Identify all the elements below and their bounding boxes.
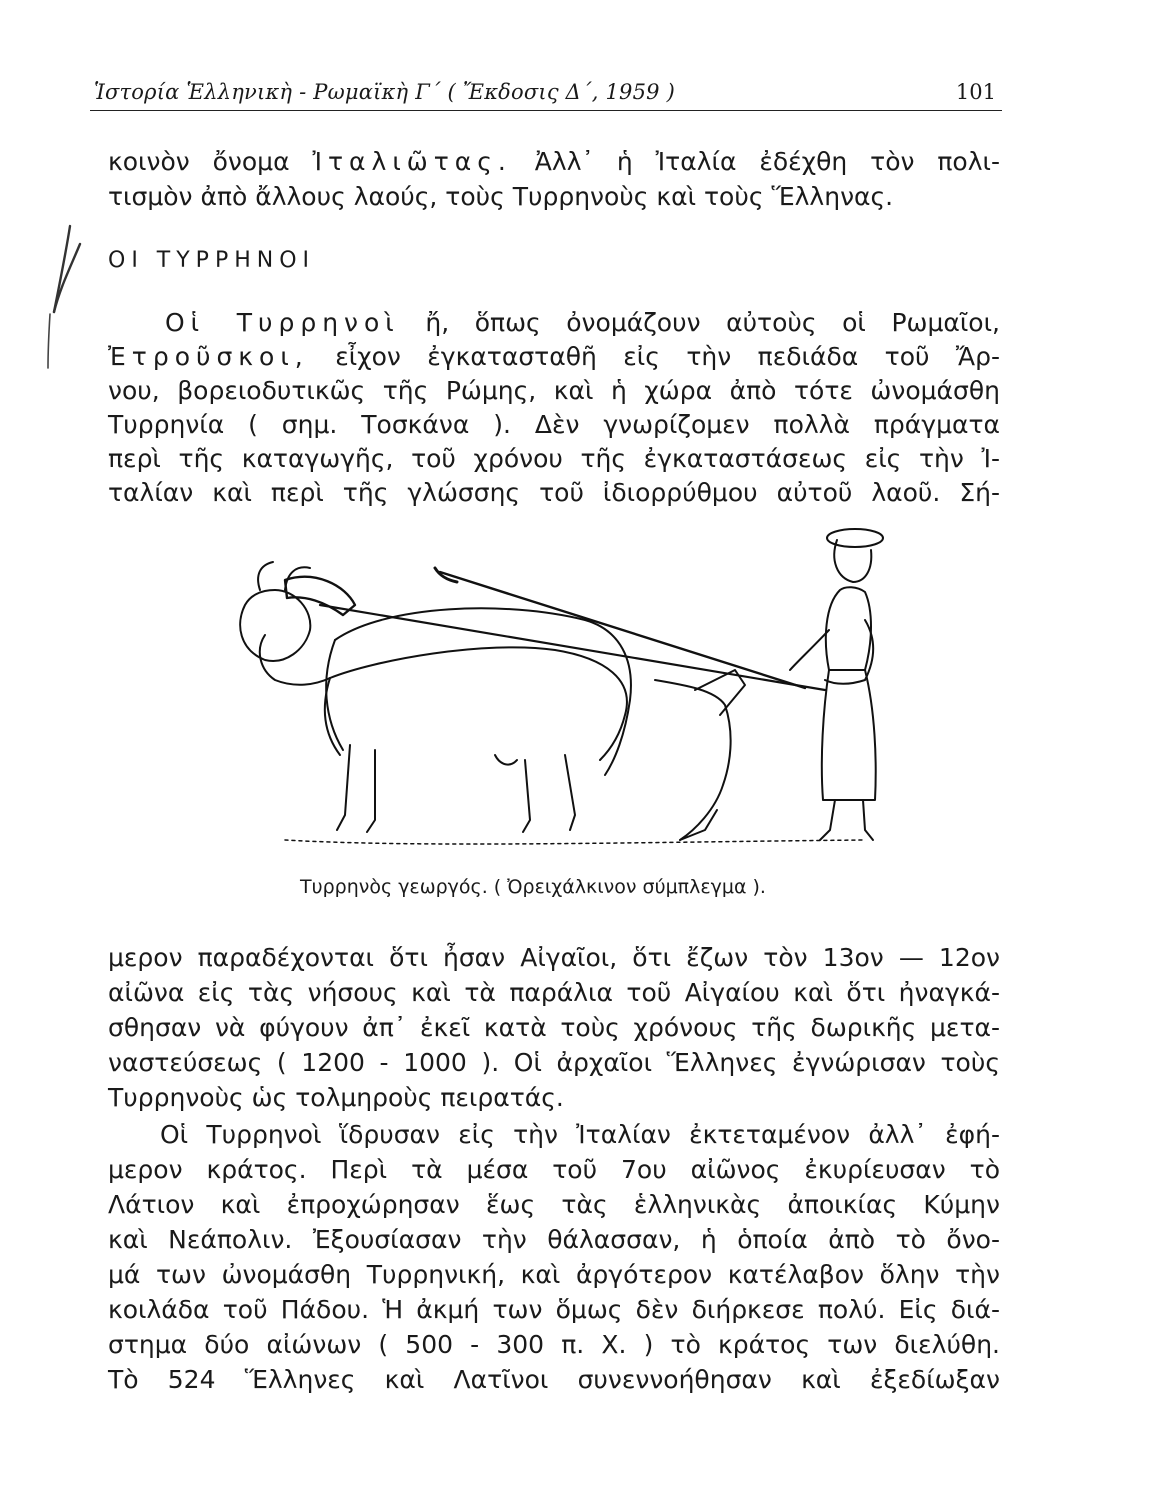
text-line: μερον παραδέχονται ὅτι ἦσαν Αἰγαῖοι, ὅτι ἔζων τὸν 13ον — 12ον	[108, 943, 1000, 972]
handwritten-margin-mark	[36, 222, 96, 372]
text-line	[165, 307, 1000, 339]
text-span: εἶχον ἐγκατασταθῆ εἰς τὴν πεδιάδα τοῦ Ἄρ-	[335, 342, 1000, 371]
figure-caption: Τυρρηνὸς γεωργός. ( Ὀρειχάλκινον σύμπλεγμα ).	[300, 876, 766, 898]
text-line: μερον κράτος. Περὶ τὰ μέσα τοῦ 7ου αἰῶνος ἐκυρίευσαν τὸ	[108, 1155, 1000, 1184]
plowman-illustration	[225, 510, 1020, 880]
section-heading: ΟΙ ΤΥΡΡΗΝΟΙ	[108, 248, 316, 273]
text-line: ταλίαν καὶ περὶ τῆς γλώσσης τοῦ ἰδιορρύθμου αὐτοῦ λαοῦ. Σή-	[108, 478, 1000, 507]
text-line: ναστεύσεως ( 1200 - 1000 ). Οἱ ἀρχαῖοι Ἕλληνες ἐγνώρισαν τοὺς	[108, 1048, 1000, 1077]
text-line: Λάτιον καὶ ἐπροχώρησαν ἕως τὰς ἑλληνικὰς ἀποικίας Κύμην	[108, 1190, 1000, 1219]
text-line: μά των ὠνομάσθη Τυρρηνική, καὶ ἀργότερον κατέλαβον ὅλην τὴν	[108, 1260, 1000, 1289]
text-line: σθησαν νὰ φύγουν ἀπ᾽ ἐκεῖ κατὰ τοὺς χρόνους τῆς δωρικῆς μετα-	[108, 1013, 1000, 1042]
header-title: Ἱστορία Ἑλληνικὴ - Ρωμαϊκὴ Γ΄ ( Ἔκδοσις Δ΄, 1959 )	[94, 80, 675, 104]
spaced-term: Ἰταλιῶτας.	[312, 147, 512, 176]
page-number: 101	[955, 80, 996, 104]
text-line: Τὸ 524 Ἕλληνες καὶ Λατῖνοι συνεννοήθησαν καὶ ἐξεδίωξαν	[108, 1365, 1000, 1394]
text-line: τισμὸν ἀπὸ ἄλλους λαούς, τοὺς Τυρρηνοὺς καὶ τοὺς Ἕλληνας.	[108, 182, 894, 211]
text-line: καὶ Νεάπολιν. Ἐξουσίασαν τὴν θάλασσαν, ἡ ὁποία ἀπὸ τὸ ὄνο-	[108, 1225, 1000, 1254]
text-line: αἰῶνα εἰς τὰς νήσους καὶ τὰ παράλια τοῦ Αἰγαίου καὶ ὅτι ἠναγκά-	[108, 978, 1000, 1007]
text-span: κοινὸν ὄνομα	[108, 147, 290, 176]
text-line: Τυρρηνοὺς ὡς τολμηροὺς πειρατάς.	[108, 1083, 564, 1112]
running-header	[90, 76, 1002, 111]
text-line	[108, 341, 1000, 373]
text-line: νου, βορειοδυτικῶς τῆς Ρώμης, καὶ ἡ χώρα ἀπὸ τότε ὠνομάσθη	[108, 376, 1000, 405]
text-line	[108, 146, 1000, 178]
text-span: ἤ, ὅπως ὀνομάζουν αὐτοὺς οἱ Ρωμαῖοι,	[425, 308, 1001, 337]
text-line: Οἱ Τυρρηνοὶ ἵδρυσαν εἰς τὴν Ἰταλίαν ἐκτεταμένον ἀλλ᾽ ἐφή-	[160, 1120, 1000, 1149]
text-line: περὶ τῆς καταγωγῆς, τοῦ χρόνου τῆς ἐγκαταστάσεως εἰς τὴν Ἰ-	[108, 444, 1000, 473]
spaced-term: Ἐτροῦσκοι,	[108, 342, 309, 371]
text-line: στημα δύο αἰώνων ( 500 - 300 π. Χ. ) τὸ κράτος των διελύθη.	[108, 1330, 1000, 1359]
text-span: Ἀλλ᾽ ἡ Ἰταλία ἐδέχθη τὸν πολι-	[534, 147, 1000, 176]
text-line: Τυρρηνία ( σημ. Τοσκάνα ). Δὲν γνωρίζομεν πολλὰ πράγματα	[108, 410, 1000, 439]
text-line: κοιλάδα τοῦ Πάδου. Ἡ ἀκμή των ὅμως δὲν διήρκεσε πολύ. Εἰς διά-	[108, 1295, 1000, 1324]
spaced-term: Οἱ Τυρρηνοὶ	[165, 308, 400, 337]
